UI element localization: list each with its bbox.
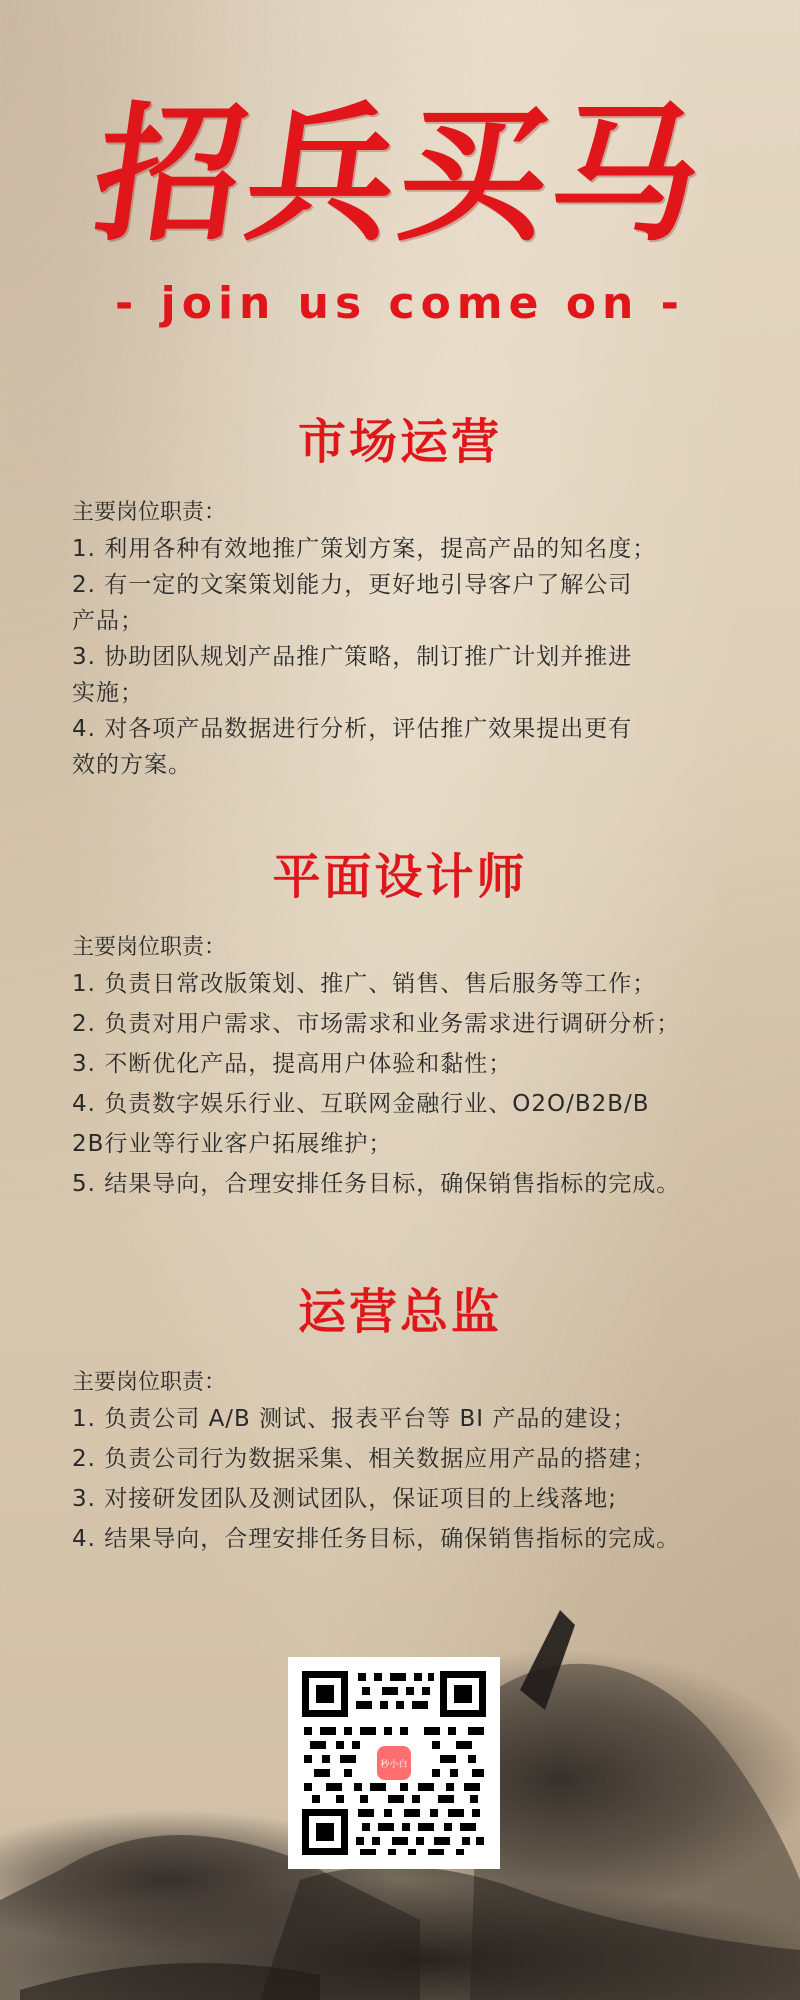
list-item: 2. 负责对用户需求、市场需求和业务需求进行调研分析； (72, 1011, 681, 1037)
qr-center-logo: 秒小白 (380, 1760, 408, 1770)
subtitle: - join us come on - (115, 278, 685, 329)
responsibilities-label: 主要岗位职责： (72, 935, 227, 960)
list-item: 实施； (72, 680, 144, 706)
list-item: 2B行业等行业客户拓展维护； (72, 1131, 393, 1157)
section-title: 平面设计师 (272, 849, 528, 905)
qr-code-icon (300, 1669, 488, 1857)
section-market-operations (72, 410, 762, 784)
section-title: 运营总监 (297, 1284, 502, 1340)
responsibilities-label: 主要岗位职责： (72, 500, 227, 525)
section-title: 市场运营 (297, 414, 502, 470)
list-item: 3. 不断优化产品，提高用户体验和黏性； (72, 1051, 513, 1077)
list-item: 3. 协助团队规划产品推广策略，制订推广计划并推进 (72, 644, 633, 670)
qr-code[interactable] (288, 1657, 500, 1869)
list-item: 4. 结果导向，合理安排任务目标，确保销售指标的完成。 (72, 1526, 681, 1552)
list-item: 1. 负责日常改版策划、推广、销售、售后服务等工作； (72, 971, 657, 997)
list-item: 效的方案。 (72, 752, 192, 778)
list-item: 产品； (72, 608, 144, 634)
list-item: 3. 对接研发团队及测试团队，保证项目的上线落地; (72, 1486, 618, 1512)
section-operations-director (72, 1280, 762, 1562)
list-item: 2. 负责公司行为数据采集、相关数据应用产品的搭建； (72, 1446, 657, 1472)
list-item: 2. 有一定的文案策划能力，更好地引导客户了解公司 (72, 572, 633, 598)
list-item: 1. 利用各种有效地推广策划方案，提高产品的知名度； (72, 536, 657, 562)
list-item: 4. 对各项产品数据进行分析，评估推广效果提出更有 (72, 716, 633, 742)
list-item: 5. 结果导向，合理安排任务目标，确保销售指标的完成。 (72, 1171, 681, 1197)
responsibilities-label: 主要岗位职责： (72, 1370, 227, 1395)
list-item: 1. 负责公司 A/B 测试、报表平台等 BI 产品的建设； (72, 1406, 637, 1432)
section-graphic-designer (72, 845, 762, 1207)
main-title: 招兵买马 (83, 89, 717, 261)
list-item: 4. 负责数字娱乐行业、互联网金融行业、O2O/B2B/B (72, 1091, 650, 1117)
